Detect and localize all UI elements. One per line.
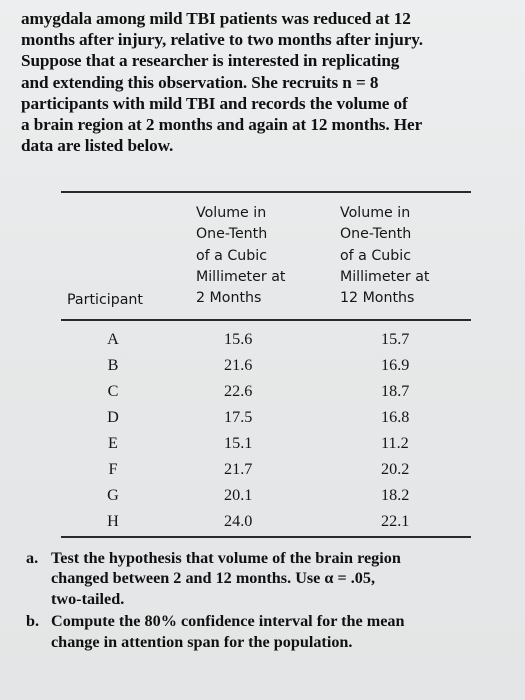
intro-line: Suppose that a researcher is interested in replicating bbox=[21, 51, 400, 71]
volume-12-months: 11.2 bbox=[381, 434, 409, 452]
question-label: b. bbox=[26, 612, 40, 631]
participant-id: H bbox=[107, 512, 119, 530]
participant-id: G bbox=[107, 486, 119, 504]
participant-id: A bbox=[107, 330, 119, 348]
volume-12-months: 22.1 bbox=[381, 512, 410, 530]
intro-paragraph bbox=[21, 8, 516, 156]
volume-12-months: 20.2 bbox=[381, 460, 410, 478]
volume-2-months: 15.6 bbox=[224, 330, 253, 348]
table-bottom-rule bbox=[61, 536, 471, 538]
intro-line: data are listed below. bbox=[21, 136, 174, 156]
header-participant bbox=[67, 290, 143, 311]
header-line: One-Tenth bbox=[196, 226, 268, 243]
header-volume-12-months bbox=[340, 203, 429, 309]
volume-2-months: 22.6 bbox=[224, 382, 253, 400]
question-line: Test the hypothesis that volume of the brain region bbox=[51, 549, 401, 567]
participant-id: C bbox=[107, 382, 119, 400]
question-label: a. bbox=[26, 549, 39, 567]
volume-2-months: 24.0 bbox=[224, 512, 253, 530]
participant-id: F bbox=[108, 460, 118, 478]
volume-2-months: 20.1 bbox=[224, 486, 253, 504]
volume-2-months: 21.6 bbox=[224, 356, 253, 374]
intro-line bbox=[21, 29, 516, 50]
intro-line: a brain region at 2 months and again at 12 months. Her bbox=[21, 115, 423, 135]
header-line: Millimeter at bbox=[196, 268, 286, 285]
table-header-rule bbox=[61, 319, 471, 321]
header-line: One-Tenth bbox=[340, 226, 412, 243]
header-participant-label: Participant bbox=[67, 292, 143, 308]
volume-12-months: 16.9 bbox=[381, 356, 410, 374]
question-line: changed between 2 and 12 months. Use α = .05, bbox=[51, 569, 376, 588]
volume-12-months: 15.7 bbox=[381, 330, 410, 348]
intro-line-text: months after injury, relative to two months after injury. bbox=[21, 30, 423, 50]
header-line: of a Cubic bbox=[340, 247, 412, 264]
volume-12-months: 18.7 bbox=[381, 382, 410, 400]
questions-list bbox=[21, 548, 516, 652]
volume-12-months: 16.8 bbox=[381, 408, 410, 426]
volume-2-months: 21.7 bbox=[224, 460, 253, 478]
participant-id: E bbox=[108, 434, 118, 452]
header-line: 12 Months bbox=[340, 290, 415, 307]
header-line: Millimeter at bbox=[340, 268, 430, 285]
question-a bbox=[21, 548, 516, 609]
volume-12-months: 18.2 bbox=[381, 486, 410, 504]
question-line: Compute the 80% confidence interval for the mean bbox=[51, 612, 405, 631]
intro-line: amygdala among mild TBI patients was reduced at 12 bbox=[21, 9, 411, 28]
participant-id: D bbox=[107, 408, 119, 426]
table-top-rule bbox=[61, 191, 471, 193]
header-volume-2-months bbox=[196, 203, 285, 309]
header-line: Volume in bbox=[196, 205, 267, 221]
question-line: two-tailed. bbox=[51, 589, 125, 608]
intro-line: participants with mild TBI and records the volume of bbox=[21, 93, 408, 113]
header-line: Volume in bbox=[340, 205, 411, 221]
header-line: of a Cubic bbox=[196, 247, 268, 264]
participant-id: B bbox=[107, 356, 119, 374]
question-line: change in attention span for the population. bbox=[51, 632, 353, 651]
question-b bbox=[21, 611, 516, 652]
volume-2-months: 15.1 bbox=[224, 434, 253, 452]
header-line: 2 Months bbox=[196, 290, 262, 307]
intro-line: and extending this observation. She recruits n = 8 bbox=[21, 72, 379, 92]
volume-2-months: 17.5 bbox=[224, 408, 253, 426]
